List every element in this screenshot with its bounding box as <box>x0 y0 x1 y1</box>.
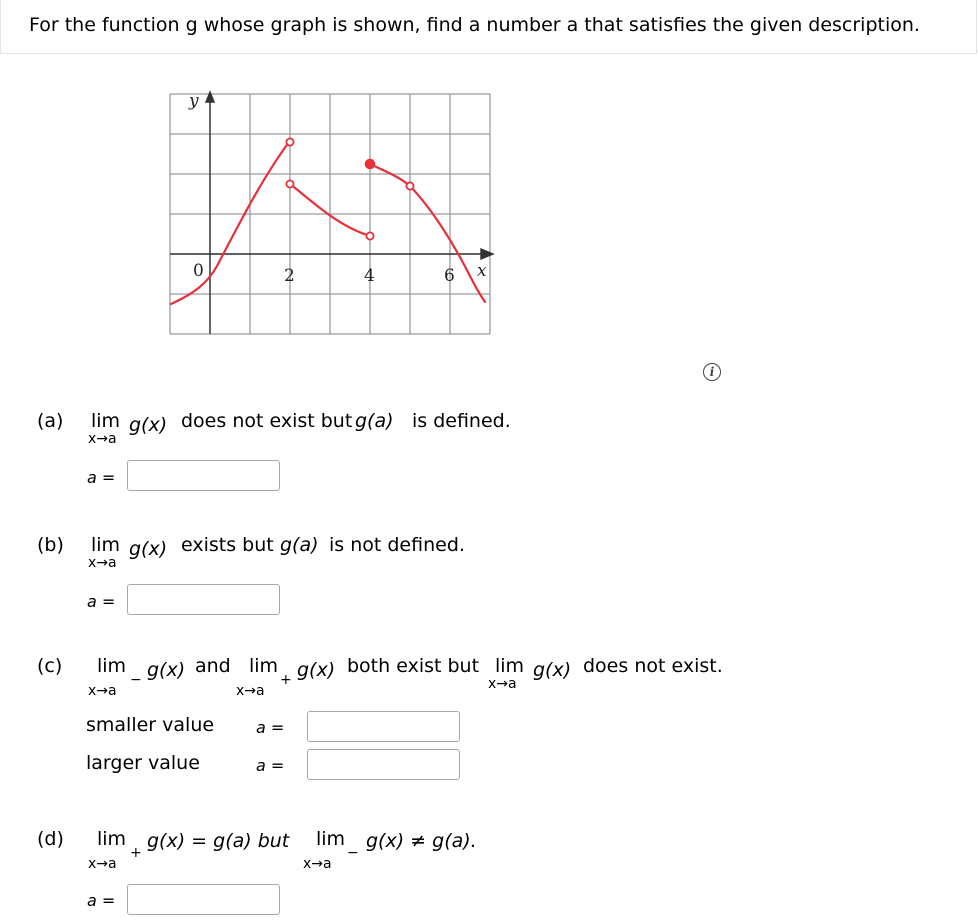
tick-label-0: 0 <box>193 261 204 281</box>
part-b-lim: lim <box>91 534 121 556</box>
part-d-lim-2-superscript: − <box>347 845 359 861</box>
part-c-larger-answer-label: a = <box>256 756 285 775</box>
part-d-answer-label: a = <box>87 891 116 910</box>
part-b-label: (b) <box>37 534 64 556</box>
tick-label-2: 2 <box>284 266 295 286</box>
part-a-answer-label: a = <box>87 468 116 487</box>
function-graph <box>165 88 497 338</box>
part-c-larger-answer-input[interactable] <box>307 749 460 780</box>
part-a-text-3: is defined. <box>412 410 511 432</box>
part-b-lim-subscript: x→a <box>88 555 117 571</box>
part-a-text-2: g(a) <box>355 410 394 432</box>
open-point-lower-at-2 <box>286 180 293 187</box>
grid <box>170 94 490 334</box>
part-a-answer-input[interactable] <box>127 460 280 491</box>
part-b-text-3: is not defined. <box>329 534 465 556</box>
tick-label-6: 6 <box>444 266 455 286</box>
part-d-expression-1: g(x) = g(a) but <box>147 830 290 852</box>
axes <box>170 92 493 334</box>
part-c-lim-1: lim <box>97 655 127 677</box>
open-point-at-4 <box>366 232 373 239</box>
part-c-smaller-label: smaller value <box>86 714 215 736</box>
closed-point-at-4 <box>366 160 375 169</box>
part-c-lim-3-subscript: x→a <box>488 676 517 692</box>
part-c-larger-label: larger value <box>86 752 200 774</box>
part-d-lim-1-superscript: + <box>130 845 142 861</box>
y-axis-label: y <box>189 91 199 111</box>
part-b-answer-input[interactable] <box>127 584 280 615</box>
part-b-text-2: g(a) <box>280 534 319 556</box>
part-c-function-1: g(x) <box>147 659 186 681</box>
part-a-label: (a) <box>37 410 64 432</box>
part-b-text-1: exists but <box>181 534 274 556</box>
instruction-bar <box>0 0 977 54</box>
part-c-text-2: does not exist. <box>583 655 723 677</box>
part-c-lim-1-subscript: x→a <box>88 683 117 699</box>
part-d-lim-2-subscript: x→a <box>303 856 332 872</box>
part-c-lim-1-superscript: − <box>130 672 142 688</box>
part-c-lim-3: lim <box>495 655 525 677</box>
part-b-answer-label: a = <box>87 592 116 611</box>
part-d-expression-2: g(x) ≠ g(a). <box>366 830 477 852</box>
part-c-lim-2: lim <box>249 655 279 677</box>
part-c-smaller-answer-label: a = <box>256 718 285 737</box>
part-d-lim-2: lim <box>316 828 346 850</box>
open-point-top-at-2 <box>286 138 293 145</box>
part-d-label: (d) <box>37 828 64 850</box>
x-axis-label: x <box>477 261 487 281</box>
part-d-lim-1-subscript: x→a <box>88 856 117 872</box>
tick-label-4: 4 <box>364 266 375 286</box>
part-a-function: g(x) <box>129 414 168 436</box>
part-d-answer-input[interactable] <box>127 884 280 915</box>
part-c-label: (c) <box>37 655 63 677</box>
part-a-lim-subscript: x→a <box>88 431 117 447</box>
part-c-function-3: g(x) <box>533 659 572 681</box>
part-c-lim-2-subscript: x→a <box>236 683 265 699</box>
part-b-function: g(x) <box>129 538 168 560</box>
part-a-lim: lim <box>91 410 121 432</box>
part-c-function-2: g(x) <box>297 659 336 681</box>
part-c-lim-2-superscript: + <box>280 672 292 688</box>
part-c-smaller-answer-input[interactable] <box>307 711 460 742</box>
part-a-text-1: does not exist but <box>181 410 353 432</box>
part-d-lim-1: lim <box>97 828 127 850</box>
curve-left-piece <box>171 142 289 304</box>
open-point-at-5 <box>406 182 413 189</box>
instruction-text: For the function g whose graph is shown, find a number a that satisfies the given description. <box>29 14 920 36</box>
x-axis-arrow-icon <box>481 249 493 259</box>
part-c-and: and <box>195 655 231 677</box>
part-c-text-1: both exist but <box>347 655 480 677</box>
curve-right-piece <box>370 164 485 302</box>
info-icon[interactable]: i <box>703 363 721 381</box>
